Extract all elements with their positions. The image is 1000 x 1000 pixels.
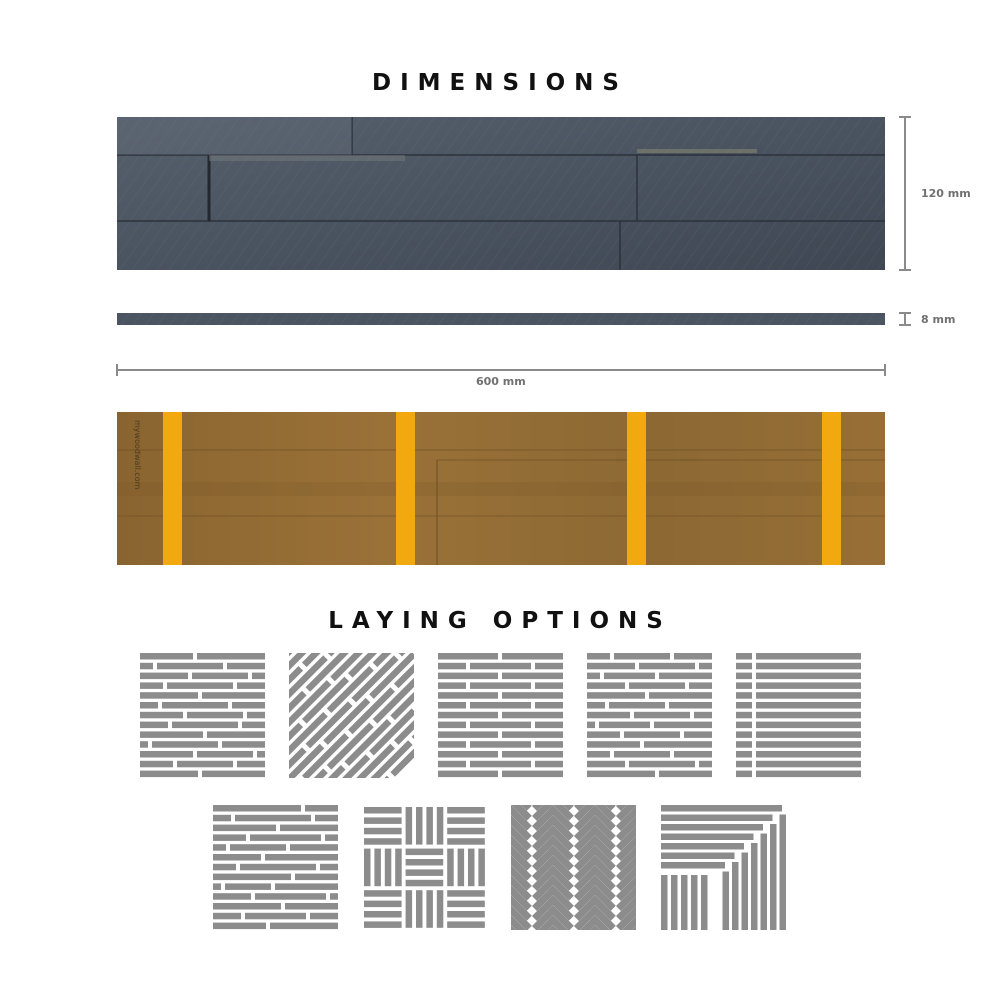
plank [438,722,466,729]
plank [364,807,402,814]
plank [364,901,402,908]
width-label: 600 mm [476,375,526,388]
plank [736,692,752,699]
height-label: 120 mm [921,187,971,200]
thickness-label: 8 mm [921,313,956,326]
plank [699,761,712,768]
plank [438,741,466,748]
plank [225,883,271,890]
mixed-length-rows-icon [213,805,338,930]
plank [691,875,698,930]
plank [502,653,563,660]
plank [661,875,668,930]
plank [426,807,433,845]
plank [257,751,265,758]
plank [395,849,402,887]
plank [437,890,444,928]
plank [232,702,265,709]
random-offset-rows-icon [587,653,712,778]
plank [364,921,402,928]
plank [447,901,485,908]
plank [661,824,763,831]
plank [447,890,485,897]
plank [587,761,625,768]
plank [240,864,316,871]
plank [213,913,241,920]
plank [140,653,193,660]
offset-rows-icon [438,653,563,778]
plank [761,834,768,931]
plank [270,923,338,930]
plank [213,923,266,930]
plank [140,722,168,729]
plank [659,673,712,680]
plank [681,875,688,930]
plank [406,869,444,876]
plank [213,834,246,841]
plank [535,663,563,670]
plank [502,731,563,738]
plank [470,682,531,689]
plank [315,815,338,822]
plank [470,761,531,768]
plank [502,673,563,680]
staggered-rows-icon [140,653,265,778]
plank [213,854,261,861]
plank [140,741,148,748]
plank [364,817,402,824]
plank [535,722,563,729]
plank [736,771,752,778]
plank [669,702,712,709]
plank [502,771,563,778]
plank [587,682,625,689]
plank [659,771,712,778]
plank [385,849,392,887]
plank [416,807,423,845]
plank [684,731,712,738]
back-watermark: mywoodwall.com [133,420,142,490]
plank [320,864,338,871]
plank [674,653,712,660]
plank [614,653,670,660]
plank [140,702,158,709]
plank [213,815,231,822]
plank [699,663,712,670]
plank [438,712,498,719]
plank [438,731,498,738]
plank [756,702,861,709]
vertical-aligned-rows-icon [736,653,861,778]
plank [756,663,861,670]
plank [202,692,265,699]
plank [756,741,861,748]
plank [255,893,326,900]
plank [661,843,744,850]
plank [587,673,600,680]
plank [364,890,402,897]
plank [330,893,338,900]
plank [437,807,444,845]
plank [736,731,752,738]
plank [207,731,265,738]
plank [654,722,712,729]
plank [502,751,563,758]
plank [213,844,226,851]
plank [661,862,725,869]
plank [770,824,777,930]
plank [140,663,153,670]
plank [416,890,423,928]
plank [197,653,265,660]
plank [364,911,402,918]
plank [736,702,752,709]
plank [629,682,685,689]
plank [661,805,782,812]
plank [756,731,861,738]
plank [535,741,563,748]
plank [447,807,485,814]
plank [587,663,635,670]
plank [285,903,338,910]
plank [202,771,265,778]
plank [374,849,381,887]
panel-back-image [117,412,885,565]
plank [247,712,265,719]
plank [629,761,695,768]
plank [227,663,265,670]
plank [447,817,485,824]
plank [406,807,413,845]
plank [140,771,198,778]
plank [736,682,752,689]
adhesive-tape-strip [627,412,646,565]
plank [587,653,610,660]
plank [245,913,306,920]
plank [213,805,301,812]
plank [305,805,338,812]
plank [213,825,276,832]
plank [671,875,678,930]
plank [187,712,243,719]
plank [290,844,338,851]
plank [736,741,752,748]
plank [756,653,861,660]
plank [535,761,563,768]
plank [470,663,531,670]
plank [438,761,466,768]
plank [604,673,655,680]
plank [406,859,444,866]
plank [780,815,787,931]
plank [587,771,655,778]
plank [406,890,413,928]
plank [736,722,752,729]
plank [634,712,690,719]
plank [140,712,183,719]
plank [624,731,680,738]
plank [237,682,265,689]
plank [535,702,563,709]
plank [661,815,773,822]
plank [502,692,563,699]
plank [235,815,311,822]
plank [140,751,193,758]
plank [438,682,466,689]
plank [661,853,735,860]
plank [265,854,338,861]
adhesive-tape-strip [396,412,415,565]
dimensions-title: DIMENSIONS [372,70,628,96]
plank [639,663,695,670]
plank [222,741,265,748]
plank [242,722,265,729]
plank [197,751,253,758]
plank [587,751,610,758]
adhesive-tape-strip [822,412,841,565]
plank [140,673,188,680]
plank [587,692,645,699]
plank [213,903,281,910]
corner-frame-icon [661,805,786,930]
plank [192,673,248,680]
plank [649,692,712,699]
plank [438,673,498,680]
plank [140,731,203,738]
plank [438,771,498,778]
plank [172,722,238,729]
plank [177,761,233,768]
basket-weave-icon [362,805,487,930]
plank [732,862,739,930]
plank [406,880,444,887]
plank [742,853,749,931]
plank [694,712,712,719]
plank [587,712,630,719]
plank [736,673,752,680]
plank [252,673,265,680]
plank [364,828,402,835]
diagonal-planks-icon [289,653,414,778]
plank [587,741,640,748]
plank [438,653,498,660]
plank [152,741,218,748]
plank [609,702,665,709]
plank [701,875,708,930]
plank [736,761,752,768]
plank [736,653,752,660]
plank [756,761,861,768]
plank [237,761,265,768]
plank [478,849,485,887]
plank [587,722,595,729]
plank [447,911,485,918]
plank [426,890,433,928]
plank [447,921,485,928]
plank [736,712,752,719]
plank [310,913,338,920]
plank [140,692,198,699]
plank [614,751,670,758]
plank [213,883,221,890]
plank [458,849,465,887]
adhesive-tape-strip [163,412,182,565]
plank [756,722,861,729]
plank [736,663,752,670]
plank [644,741,712,748]
laying-options-title: LAYING OPTIONS [328,608,672,634]
plank [250,834,321,841]
plank [295,874,338,881]
plank [438,692,498,699]
plank [140,761,173,768]
plank [157,663,223,670]
panel-edge-image [117,313,885,325]
plank [230,844,286,851]
plank [756,712,861,719]
plank [447,849,454,887]
plank [162,702,228,709]
plank [438,751,498,758]
plank [689,682,712,689]
plank [736,751,752,758]
plank [213,874,291,881]
plank [447,828,485,835]
plank [447,838,485,845]
plank [438,663,466,670]
plank [756,682,861,689]
plank [587,702,605,709]
plank [470,741,531,748]
plank [723,872,730,931]
plank [140,682,163,689]
plank [535,682,563,689]
plank [213,893,251,900]
herringbone-icon [511,805,636,930]
plank [661,834,754,841]
plank [275,883,338,890]
plank [756,771,861,778]
plank [599,722,650,729]
plank [280,825,338,832]
plank [167,682,233,689]
plank [406,849,444,856]
plank [470,722,531,729]
plank [502,712,563,719]
plank [325,834,338,841]
plank [756,673,861,680]
plank [587,731,620,738]
plank [674,751,712,758]
plank [438,702,466,709]
plank [756,751,861,758]
plank [751,843,758,930]
plank [470,702,531,709]
plank [364,849,371,887]
plank [756,692,861,699]
plank [213,864,236,871]
plank [364,838,402,845]
plank [468,849,475,887]
front-panel-image [117,117,885,270]
